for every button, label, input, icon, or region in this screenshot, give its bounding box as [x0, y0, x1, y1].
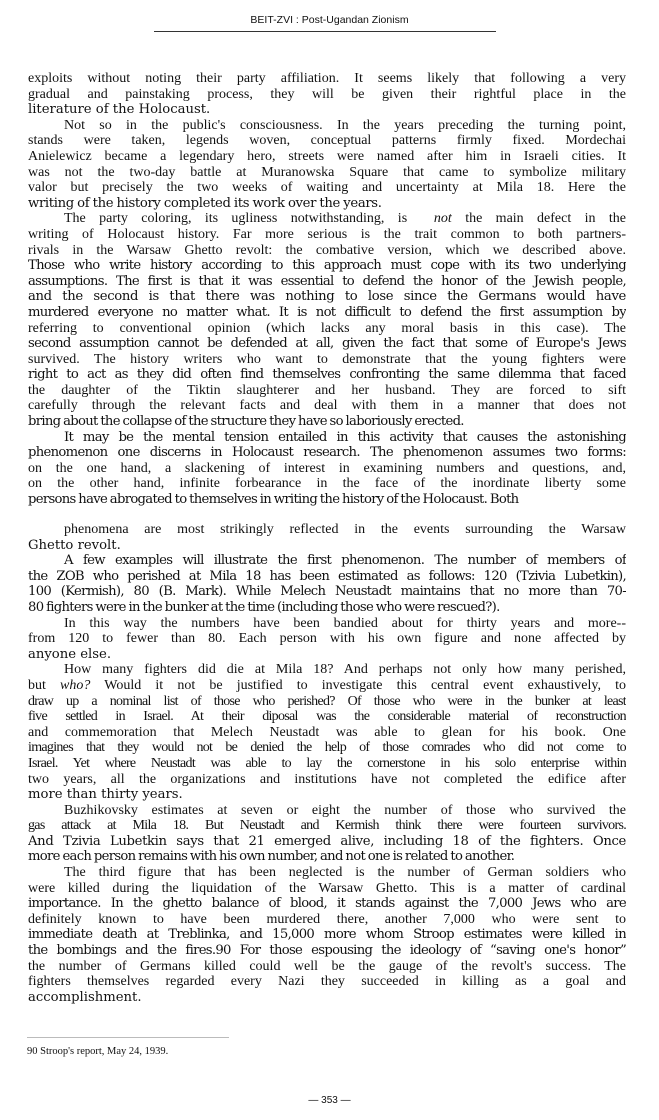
text-line: phenomena are most strikingly reflected in the events surrounding the Warsaw: [64, 522, 626, 537]
text-line: phenomenon one discerns in Holocaust research. The phenomenon assumes two forms:: [28, 445, 626, 461]
text-line: were killed during the liquidation of the Warsaw Ghetto. This is a matter of cardinal: [28, 880, 626, 896]
text-line: more each person remains with his own number, and not one is related to another.: [28, 849, 515, 865]
text-line: from 120 to fewer than 80. Each person with his own figure and none affected by: [28, 631, 626, 647]
text-line: writing of Holocaust history. Far more serious is the trait common to both partners-: [28, 226, 626, 242]
body-text-block-2: [28, 522, 626, 1005]
text-line: anyone else.: [28, 646, 112, 662]
text-line: the bombings and the fires.90 For those espousing the ideology of “saving one's honor”: [28, 943, 626, 959]
text-line: importance. In the ghetto balance of blood, it stands against the 7,000 Jews who are: [28, 896, 626, 912]
paragraph-start-line: Not so in the public's consciousness. In the years preceding the turning point,: [64, 117, 626, 133]
text-line: exploits without noting their party affiliation. It seems likely that following a very: [28, 71, 626, 86]
text-line: Israel. Yet where Neustadt was able to lay the cornerstone in his solo enterprise within: [28, 755, 626, 771]
text-line: stands were taken, legends woven, conceptual patterns firmly fixed. Mordechai: [28, 133, 626, 149]
text-line: the daughter of the Tiktin slaughterer and her husband. They are forced to sift: [28, 382, 626, 398]
text-line: five settled in Israel. At their diposal was the considerable material of reconstruction: [28, 709, 626, 725]
text-line: gradual and painstaking process, they will be given their rightful place in the: [28, 86, 626, 102]
text-line: second assumption cannot be defended at all, given the fact that some of Europe's Jews: [28, 336, 626, 352]
text-line: on the other hand, infinite forbearance in the face of the inordinate liberty some: [28, 476, 626, 492]
paragraph-start-line: [28, 211, 626, 227]
paragraph-start-line: A few examples will illustrate the first phenomenon. The number of members of: [64, 553, 626, 569]
text-line: literature of the Holocaust.: [28, 102, 211, 118]
text-line: fighters themselves regarded every Nazi they succeeded in killing as a goal and: [28, 974, 626, 990]
header-rule: [154, 31, 496, 32]
text-line: the ZOB who perished at Mila 18 has been estimated as follows: 120 (Tzivia Lubetkin),: [28, 568, 626, 584]
text-line: gas attack at Mila 18. But Neustadt and Kermish think there were fourteen survivors.: [28, 818, 626, 834]
paragraph-start-line: Buzhikovsky estimates at seven or eight the number of those who survived the: [64, 802, 626, 818]
text-line: the number of Germans killed could well be the gauge of the revolt's success. The: [28, 958, 626, 974]
text-line: valor but precisely the two weeks of waiting and uncertainty at Mila 18. Here the: [28, 180, 626, 196]
text-line: 80 fighters were in the bunker at the time (including those who were rescued?).: [28, 599, 500, 615]
text-line: bring about the collapse of the structure they have so laboriously erected.: [28, 414, 464, 430]
text-line: murdered everyone no matter what. It is not difficult to defend the first assumption by: [28, 304, 626, 320]
body-text-block-1: [28, 71, 626, 508]
paragraph-start-line: It may be the mental tension entailed in this activity that causes the astonishing: [64, 429, 626, 445]
text-line: writing of the history completed its work over the years.: [28, 195, 382, 211]
text-line: more than thirty years.: [28, 787, 183, 803]
text-line: on the one hand, a slackening of interest in examining numbers and questions, and,: [28, 460, 626, 476]
footnote-90: 90 Stroop's report, May 24, 1939.: [27, 1046, 169, 1057]
text-line: definitely known to have been murdered there, another 7,000 who were sent to: [28, 911, 626, 927]
paragraph-start-line: In this way the numbers have been bandied about for thirty years and more--: [64, 615, 626, 631]
text-line: survived. The history writers who want to demonstrate that the young fighters were: [28, 351, 626, 367]
text-line: carefully through the relevant facts and deal with them in a manner that does not: [28, 398, 626, 414]
text-line: imagines that they would not be denied the help of those comrades who did not come to: [28, 740, 626, 756]
text-line: [28, 678, 626, 694]
emphasized-word: not: [433, 211, 452, 227]
text-line: rivals in the Warsaw Ghetto revolt: the combative version, which we described above.: [28, 242, 626, 258]
text-segment: but: [28, 677, 46, 693]
running-title: BEIT-ZVI : Post-Ugandan Zionism: [250, 14, 409, 26]
text-line: Ghetto revolt.: [28, 537, 121, 553]
footnote-separator: [27, 1037, 229, 1038]
text-line: persons have abrogated to themselves in writing the history of the Holocaust. Both: [28, 492, 519, 508]
text-line: right to act as they did often find themselves confronting the same dilemma that faced: [28, 367, 626, 383]
text-line: immediate death at Treblinka, and 15,000 more whom Stroop estimates were killed in: [28, 927, 626, 943]
paragraph-start-line: The third figure that has been neglected is the number of German soldiers who: [64, 865, 626, 881]
text-line: and the second is that there was nothing to lose since the Germans would have: [28, 289, 626, 305]
paragraph-start-line: How many fighters did die at Mila 18? And perhaps not only how many perished,: [64, 662, 626, 678]
text-line: two years, all the organizations and institutions have not completed the edifice after: [28, 771, 626, 787]
text-line: 100 (Kermish), 80 (B. Mark). While Melech Neustadt maintains that no more than 70-: [28, 584, 626, 600]
text-line: assumptions. The first is that it was essential to defend the honor of the Jewish people,: [28, 273, 626, 289]
text-line: was not the two-day battle at Muranowska Square that came to symbolize military: [28, 164, 626, 180]
text-line: Anielewicz became a legendary hero, streets were named after him in Israeli cities. It: [28, 148, 626, 164]
text-segment: The party coloring, its ugliness notwithstanding, is: [64, 211, 408, 227]
text-line: and commemoration that Melech Neustadt was able to glean for his book. One: [28, 724, 626, 740]
text-line: accomplishment.: [28, 989, 142, 1005]
text-line: referring to conventional opinion (which lacks any moral basis in this case). The: [28, 320, 626, 336]
text-line: Those who write history according to this approach must cope with its two underlying: [28, 258, 626, 274]
emphasized-word: who?: [60, 677, 91, 693]
text-line: And Tzivia Lubetkin says that 21 emerged alive, including 18 of the fighters. Once: [28, 833, 626, 849]
text-line: draw up a nominal list of those who perished? Of those who were in the bunker at least: [28, 693, 626, 709]
text-segment: Would it not be justified to investigate this central event exhaustively, to: [104, 677, 626, 693]
page-number: — 353 —: [308, 1095, 351, 1106]
text-segment: the main defect in the: [465, 211, 626, 227]
